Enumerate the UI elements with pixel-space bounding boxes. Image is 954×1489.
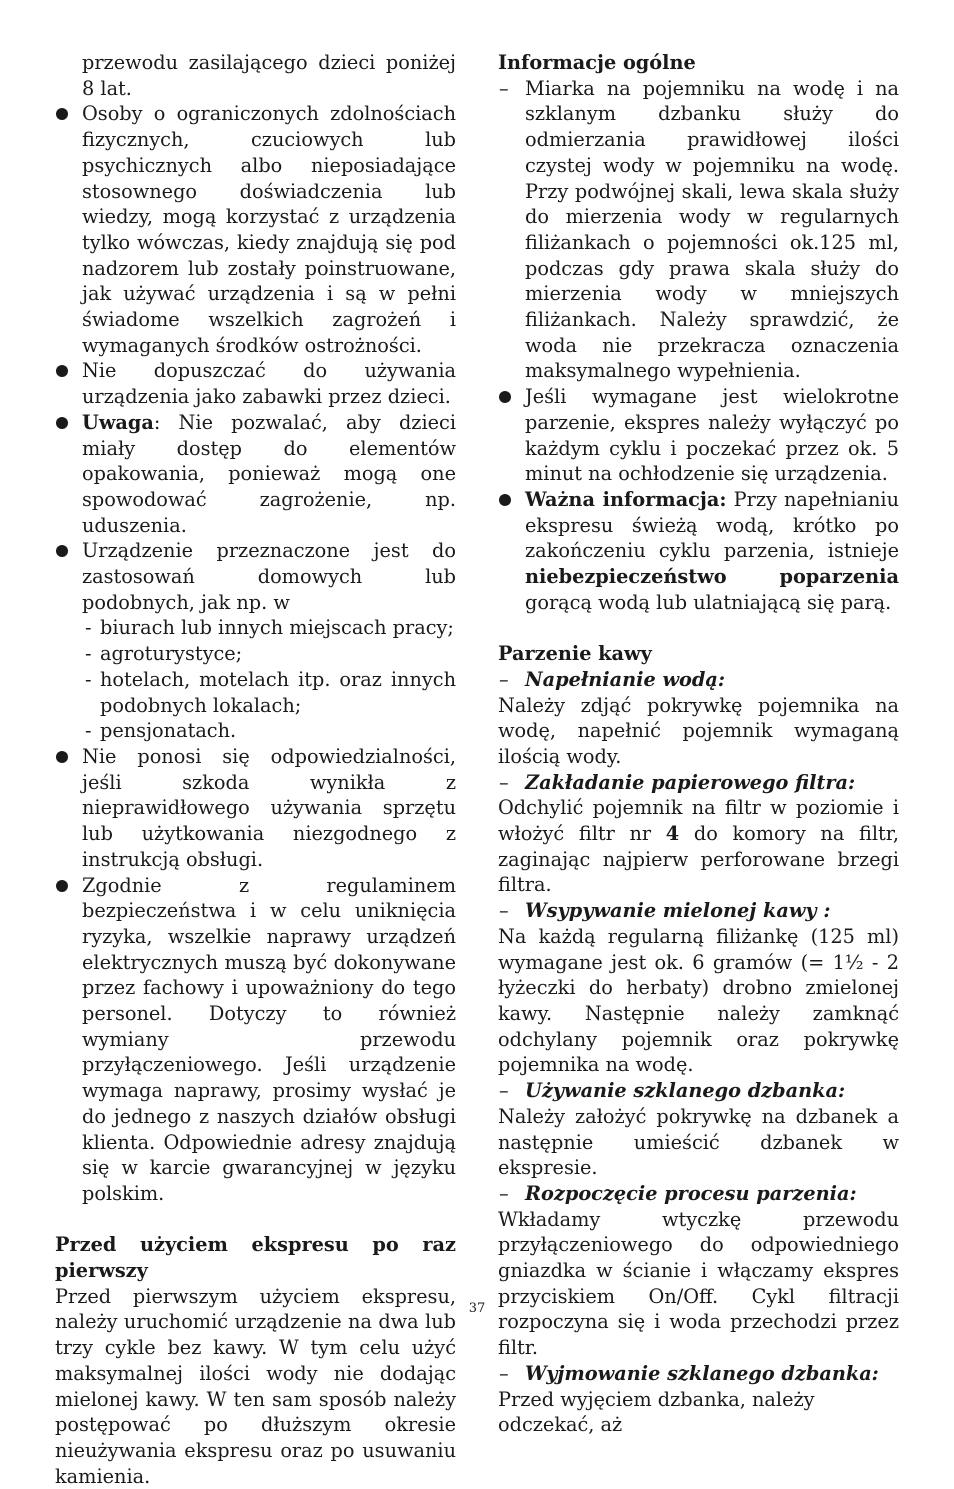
section-heading-brewing: Parzenie kawy: [498, 642, 652, 666]
step-text: Należy zdjąć pokrywkę pojemnika na wodę, napełnić pojemnik wymaganą ilością wody.: [498, 693, 899, 768]
sub-list-item: - agroturystyce;: [55, 641, 456, 667]
left-column: [55, 50, 456, 1489]
bullet-item: Osoby o ograniczonych zdolnościach fizycznych, czuciowych lub psychicznych albo nieposiadające stosownego doświadczenia lub wiedzy, mogą korzystać z urządzenia tylko wówczas, kiedy znajdują się pod nadzorem lub zostały poinstruowane, jak używać urządzenia i są w pełni świadome wszelkich zagrożeń i wymaganych środków ostrożności.: [55, 101, 456, 358]
step-title: – Używanie szklanego dzbanka:: [498, 1078, 899, 1104]
step-text-part: Odchylić pojemnik na filtr w poziomie i włożyć filtr nr: [498, 796, 899, 846]
dash-item: – Miarka na pojemniku na wodę i na szklanym dzbanku służy do odmierzania prawidłowej ilości czystej wody w pojemniku na wodę. Przy podwójnej skali, lewa skala służy do mierzenia wody w regularnych filiżankach o pojemności ok.125 ml, podczas gdy prawa skala służy do mierzenia wody w mniejszych filiżankach. Należy sprawdzić, że woda nie przekracza oznaczenia maksymalnego wypełnienia.: [498, 76, 899, 384]
bullet-text: gorącą wodą lub ulatniającą się parą.: [525, 590, 892, 614]
step-text: Przed wyjęciem dzbanka, należy odczekać, aż: [498, 1387, 815, 1437]
step-title: – Wsypywanie mielonej kawy :: [498, 898, 899, 924]
step-title: – Rozpoczęcie procesu parzenia:: [498, 1181, 899, 1207]
bullet-text: : Nie pozwalać, aby dzieci miały dostęp do elementów opakowania, ponieważ mogą one spowodować zagrożenie, np. uduszenia.: [82, 410, 456, 537]
bullet-item: Nie dopuszczać do używania urządzenia jako zabawki przez dzieci.: [55, 358, 456, 409]
section-heading-first-use: Przed użyciem ekspresu po raz pierwszy: [55, 1233, 456, 1283]
step-title: – Napełnianie wodą:: [498, 667, 899, 693]
step-text-part: do komory na filtr, zaginając najpierw perforowane brzegi filtra.: [498, 822, 899, 897]
bullet-item: Jeśli wymagane jest wielokrotne parzenie, ekspres należy wyłączyć po każdym cyklu i poczekać przez ok. 5 minut na ochłodzenie się urządzenia.: [498, 384, 899, 487]
paragraph-first-use: Przed pierwszym użyciem ekspresu, należy uruchomić urządzenie na dwa lub trzy cykle bez kawy. W tym celu użyć maksymalnej ilości wody nie dodając mielonej kawy. W ten sam sposób należy postępować po dłuższym okresie nieużywania ekspresu oraz po usuwaniu kamienia.: [55, 1284, 456, 1488]
bullet-item: Zgodnie z regulaminem bezpieczeństwa i w celu uniknięcia ryzyka, wszelkie naprawy urządzeń elektrycznych muszą być dokonywane przez fachowy i upoważniony do tego personel. Dotyczy to również wymiany przewodu przyłączeniowego. Jeśli urządzenie wymaga naprawy, prosimy wysłać je do jednego z naszych działów obsługi klienta. Odpowiednie adresy znajdują się w karcie gwarancyjnej w języku polskim.: [55, 873, 456, 1207]
step-title: – Zakładanie papierowego filtra:: [498, 770, 899, 796]
step-text: [498, 795, 899, 898]
sub-list-item: - biurach lub innych miejscach pracy;: [55, 615, 456, 641]
step-text: Należy założyć pokrywkę na dzbanek a następnie umieścić dzbanek w ekspresie.: [498, 1104, 899, 1180]
bullet-item: [498, 487, 899, 616]
bullet-text: Przy napełnianiu ekspresu świeżą wodą, krótko po zakończeniu cyklu parzenia, istnieje: [525, 487, 899, 563]
bullet-item: Nie ponosi się odpowiedzialności, jeśli szkoda wynikła z nieprawidłowego używania sprzętu lub użytkowania niezgodnego z instrukcją obsługi.: [55, 744, 456, 873]
section-heading-general-info: Informacje ogólne: [498, 51, 696, 74]
bullet-item: [55, 410, 456, 539]
step-title: – Wyjmowanie szklanego dzbanka:: [498, 1361, 899, 1387]
step-text: Wkładamy wtyczkę przewodu przyłączeniowego do odpowiedniego gniazdka w ścianie i włączamy ekspres przyciskiem On/Off. Cykl filtracji rozpoczyna się i woda przechodzi przez filtr.: [498, 1207, 899, 1360]
filter-number: 4: [665, 822, 680, 846]
sub-list-item: - hotelach, motelach itp. oraz innych podobnych lokalach;: [55, 667, 456, 718]
page-number: 37: [468, 1301, 486, 1316]
burn-warning: niebezpieczeństwo poparzenia: [525, 565, 899, 589]
step-text: Na każdą regularną filiżankę (125 ml) wymagane jest ok. 6 gramów (= 1½ - 2 łyżeczki do herbaty) drobno zmielonej kawy. Następnie należy zamknąć odchylany pojemnik oraz pokrywkę pojemnika na wodę.: [498, 924, 899, 1077]
continuation-text: przewodu zasilającego dzieci poniżej 8 lat.: [82, 51, 456, 100]
right-column: [498, 50, 899, 1438]
sub-list-item: - pensjonatach.: [55, 718, 456, 744]
bullet-item: Urządzenie przeznaczone jest do zastosowań domowych lub podobnych, jak np. w: [55, 538, 456, 615]
warning-label: Uwaga: [82, 410, 154, 434]
important-label: Ważna informacja:: [525, 487, 727, 511]
